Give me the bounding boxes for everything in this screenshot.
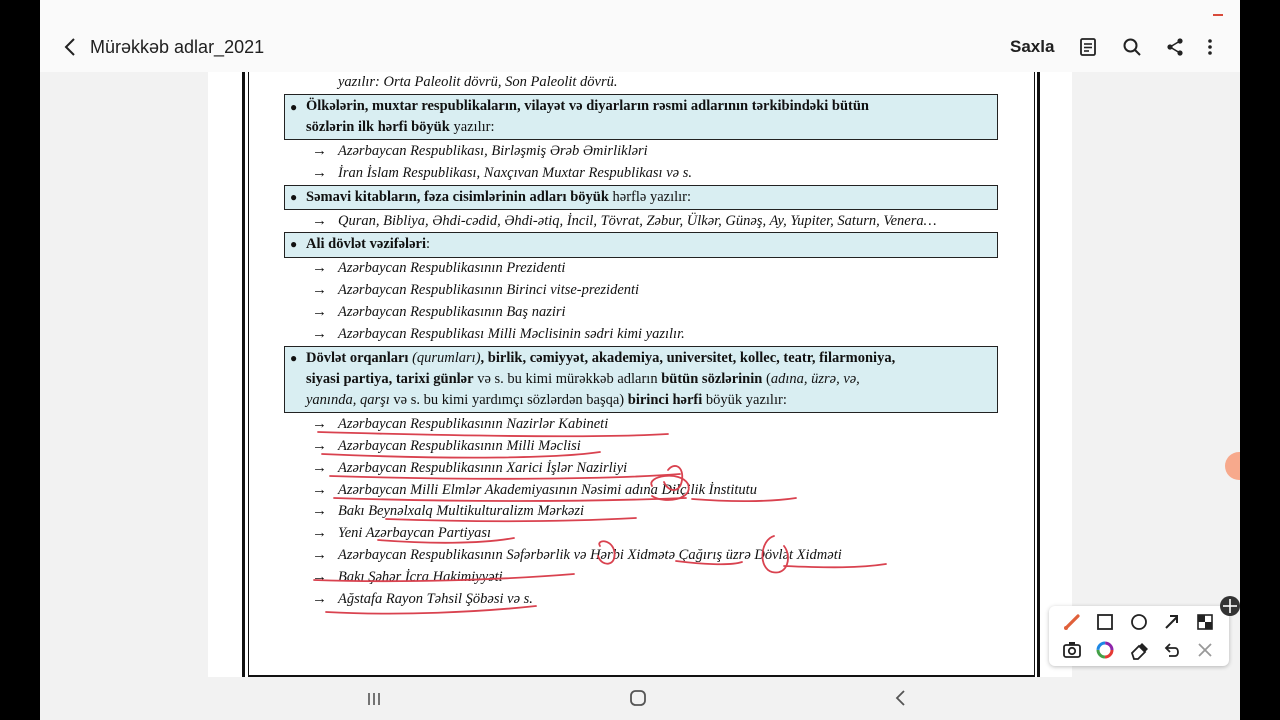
search-icon[interactable] [1121,36,1143,58]
bullet: ● [290,190,298,204]
arrow-icon: → [312,591,327,607]
annotation-toolbar [1049,606,1229,666]
rule-4-bold: bütün sözlərinin [661,371,763,387]
arrow-icon: → [312,326,327,342]
rule-1-bold: sözlərin ilk hərfi böyük [306,119,450,135]
rule-4-bold: birinci hərfi [627,392,703,408]
list-item: İran İslam Respublikası, Naxçıvan Muxtar Respublikası və s. [338,165,692,181]
arrow-icon: → [312,547,327,563]
arrow-icon[interactable] [1161,611,1183,633]
rule-4-bold: Dövlət orqanları [306,350,413,366]
recents-icon[interactable] [363,688,385,710]
rule-4-text: böyük yazılır: [702,392,787,408]
save-button[interactable]: Saxla [1010,37,1055,56]
share-icon[interactable] [1164,36,1186,58]
move-icon[interactable] [1219,595,1240,617]
rule-4-italic: adına, üzrə, və, [770,371,860,387]
bullet: ● [290,237,298,251]
rule-4-line-1 [306,350,895,367]
arrow-icon: → [312,260,327,276]
rule-4-italic: (qurumları) [412,350,481,366]
list-item: Azərbaycan Respublikası Milli Məclisinin sədri kimi yazılır. [338,326,685,342]
rule-2-bold: Səmavi kitabların, fəza cisimlərinin adları böyük [306,189,609,205]
list-item: Azərbaycan Respublikasının Xarici İşlər Nazirliyi [338,460,628,476]
eraser-icon[interactable] [1128,639,1150,661]
list-item: Azərbaycan Respublikasının Prezidenti [338,260,566,276]
list-item: Bakı Şəhər İcra Hakimiyyəti [338,569,503,585]
rule-1-line-2 [306,119,495,136]
home-icon[interactable] [627,687,649,709]
arrow-icon: → [312,503,327,519]
arrow-icon: → [312,213,327,229]
screen [40,0,1240,720]
arrow-icon: → [312,482,327,498]
minimize-indicator [1213,14,1223,16]
list-item: Azərbaycan Respublikasının Birinci vitse-prezidenti [338,282,640,298]
list-item: Azərbaycan Respublikasının Baş naziri [338,304,566,320]
arrow-icon: → [312,282,327,298]
nav-back-icon[interactable] [890,687,912,709]
rule-1-line-1: Ölkələrin, muxtar respublikaların, vilayət və diyarların rəsmi adlarının tərkibindəki bütün [306,98,870,114]
arrow-icon: → [312,143,327,159]
list-item: Azərbaycan Respublikasının Nazirlər Kabineti [338,416,609,432]
rule-4-text: ( [762,371,771,387]
rule-4-bold: siyasi partiya, tarixi günlər [306,371,474,387]
rule-4-bold: , birlik, cəmiyyət, akademiya, universitet, kollec, teatr, filarmoniya, [480,350,896,366]
list-item: Ağstafa Rayon Təhsil Şöbəsi və s. [338,591,533,607]
list-item: Azərbaycan Respublikasının Milli Məclisi [338,438,581,454]
pen-icon[interactable] [1061,611,1083,633]
rule-4-text: və s. bu kimi mürəkkəb adların [473,371,662,387]
page-border [242,72,245,677]
system-nav-bar [40,678,1240,720]
camera-icon[interactable] [1061,639,1083,661]
checker-icon[interactable] [1194,611,1216,633]
rule-2-line [306,189,691,206]
rule-3-rest: : [425,236,431,252]
arrow-icon: → [312,416,327,432]
rule-3-bold: Ali dövlət vəzifələri [306,236,426,252]
rule-4-line-3 [306,392,787,409]
page-border [248,675,1035,677]
bullet: ● [290,351,298,365]
arrow-icon: → [312,304,327,320]
arrow-icon: → [312,525,327,541]
undo-icon[interactable] [1161,639,1183,661]
rectangle-icon[interactable] [1094,611,1116,633]
page-border [1037,72,1040,677]
list-item: Azərbaycan Respublikası, Birləşmiş Ərəb Əmirlikləri [338,143,648,159]
color-wheel-icon[interactable] [1094,639,1116,661]
rule-2-rest: hərflə yazılır: [608,189,692,205]
rule-4-italic: yanında, qarşı [306,392,390,408]
page-border [248,72,249,677]
arrow-icon: → [312,569,327,585]
arrow-icon: → [312,460,327,476]
more-vert-icon[interactable] [1199,36,1221,58]
close-icon[interactable] [1194,639,1216,661]
top-app-bar [40,0,1240,72]
arrow-icon: → [312,165,327,181]
document-title: Mürəkkəb adlar_2021 [90,37,265,57]
back-arrow-icon[interactable] [60,34,84,60]
rule-4-text: və s. bu kimi yardımçı sözlərdən başqa) [389,392,628,408]
list-item: Quran, Bibliya, Əhdi-cədid, Əhdi-ətiq, İncil, Tövrat, Zəbur, Ülkər, Günəş, Ay, Yupiter, Saturn, Venera… [338,213,937,229]
top-line: yazılır: Orta Paleolit dövrü, Son Paleolit dövrü. [338,74,618,90]
edge-panel-handle[interactable] [1225,452,1240,480]
bullet: ● [290,100,298,114]
list-item: Azərbaycan Milli Elmlər Akademiyasının Nəsimi adına Dilçilik İnstitutu [338,482,757,498]
list-item: Bakı Beynəlxalq Multikulturalizm Mərkəzi [338,503,585,519]
circle-icon[interactable] [1128,611,1150,633]
arrow-icon: → [312,438,327,454]
list-item: Azərbaycan Respublikasının Səfərbərlik və Hərbi Xidmətə Çağırış üzrə Dövlət Xidməti [338,547,842,563]
document-icon[interactable] [1077,36,1099,58]
rule-4-line-2 [306,371,860,388]
rule-3-line [306,236,430,253]
list-item: Yeni Azərbaycan Partiyası [338,525,492,541]
rule-1-rest: yazılır: [449,119,495,135]
page-border [1034,72,1035,677]
